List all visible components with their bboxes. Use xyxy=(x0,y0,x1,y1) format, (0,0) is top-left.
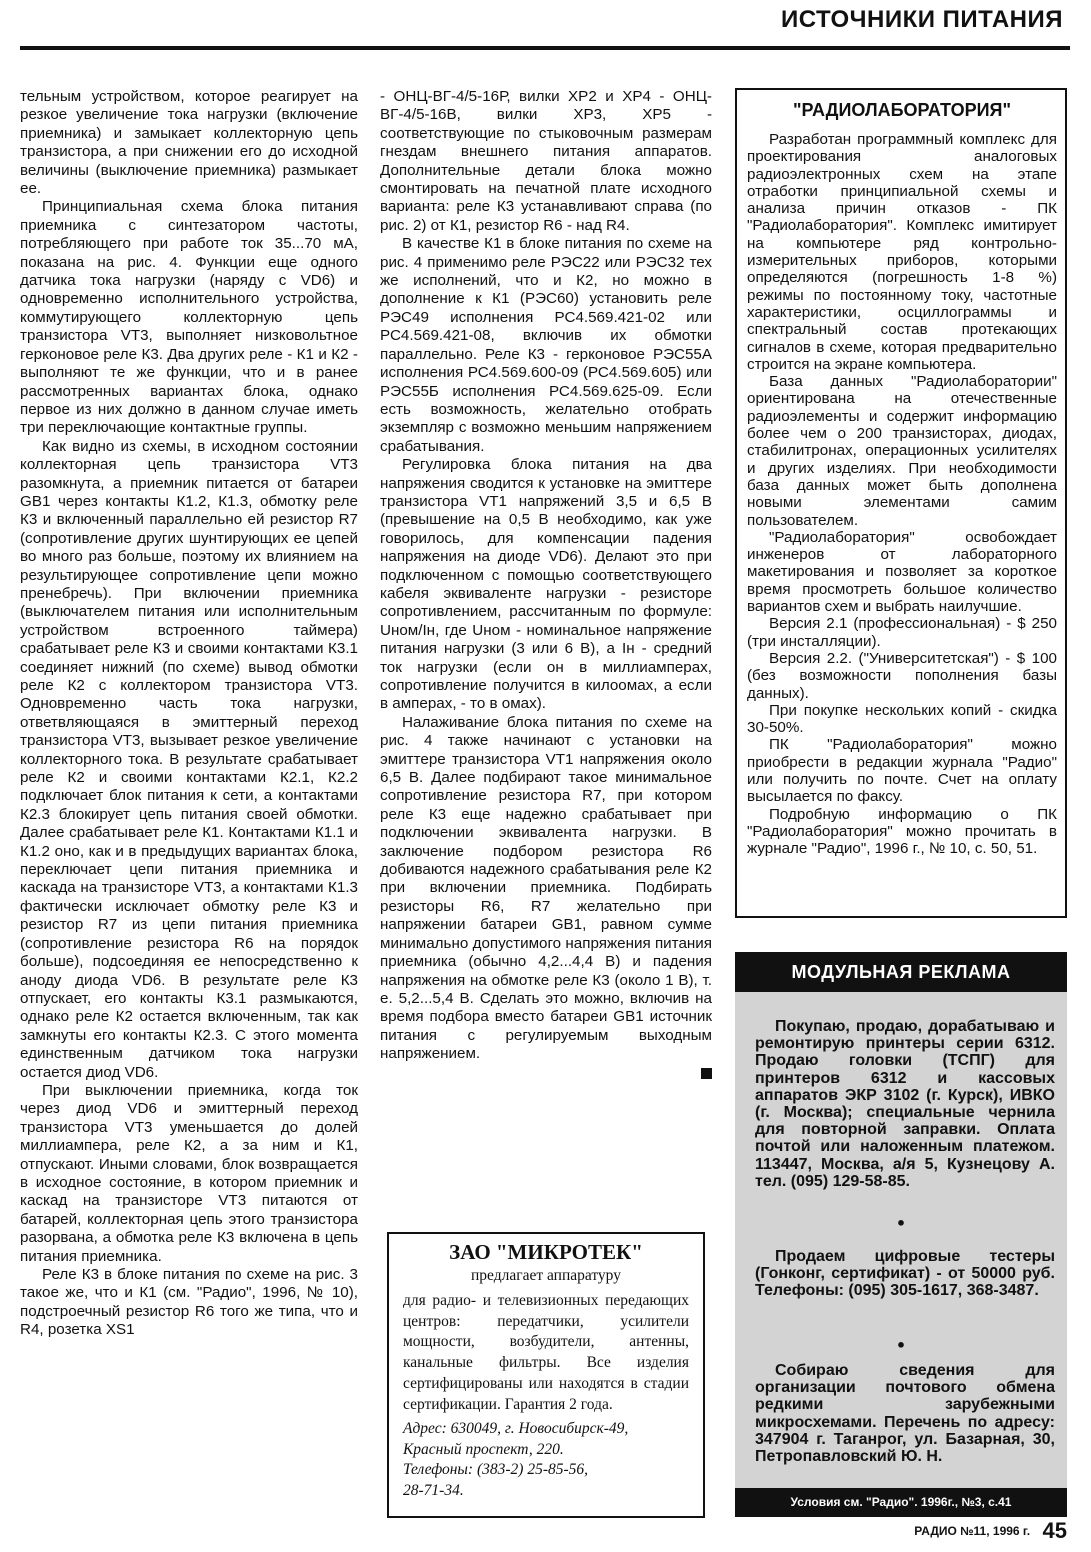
radiolab-title: "РАДИОЛАБОРАТОРИЯ" xyxy=(793,100,1011,120)
end-of-article-mark xyxy=(701,1068,712,1079)
paragraph: тельным устройством, которое реагирует на резкое увеличение тока нагрузки (включение приемника) и замыкает коллекторную цепь транзистора, а при снижении его до исходной величины (выключение приемника) размыкает ее. xyxy=(20,88,358,198)
page-footer xyxy=(807,1518,1067,1544)
mikrotek-body: для радио- и телевизионных передающих центров: передатчики, усилители мощности, возбудители, антенны, канальные фильтры. Все изделия сертифицированы или находятся в стадии сертификации. Гарантия 2 года. xyxy=(403,1292,689,1413)
paragraph: Регулировка блока питания на два напряжения сводится к установке на эмиттере транзистора VT1 напряжений 3,5 и 6,5 В (превышение на 0,5 В необходимо, как уже говорилось, для компенсации падения напряжения на диоде VD6). Делают это при подключенном с помощью соответствующего кабеля эквиваленте нагрузки - резисторе сопротивлением, рассчитанным по формуле: Uном/Iн, где Uном - номинальное напряжение питания нагрузки (3 или 6 В), а Iн - средний ток нагрузки (если он в миллиамперах, сопротивление получится в килоомах, а если в амперах, - то в омах). xyxy=(380,456,712,713)
paragraph: "Радиолаборатория" освобождает инженеров от лабораторного макетирования и позволяет за короткое время просмотреть большое количество вариантов схем и выбрать наилучшие. xyxy=(747,528,1057,616)
separator-bullet: • xyxy=(895,1336,907,1355)
paragraph: Налаживание блока питания по схеме на рис. 4 также начинают с установки на эмиттере транзистора VT1 напряжения около 6,5 В. Далее подбирают такое минимальное сопротивление резистора R7, при котором реле К3 еще надежно срабатывает при подключении эквивалента нагрузки. В заключение подбором резистора R6 добиваются надежного срабатывания реле К2 при включении приемника. Подбирать резисторы R6, R7 желательно при напряжении батареи GB1, равном сумме минимально допустимого напряжения питания приемника (обычно 4,2...4,4 В) и падения напряжения на обмотке реле К3 (около 1 В), т. е. 5,2...5,4 В. Сделать это можно, включив на время подбора вместо батареи GB1 источник питания с регулируемым выходным напряжением. xyxy=(380,713,712,1063)
address-line: Адрес: 630049, г. Новосибирск-49, xyxy=(403,1420,629,1438)
paragraph: База данных "Радиолаборатории" ориентирована на отечественные радиоэлементы и содержит информацию более чем о 200 транзисторах, диодах, стабилитронах, операционных усилителях и других изделиях. При необходимости база данных может быть дополнена новыми элементами самим пользователем. xyxy=(747,373,1057,529)
modular-ads-header: МОДУЛЬНАЯ РЕКЛАМА xyxy=(735,952,1067,992)
address-line: Красный проспект, 220. xyxy=(403,1440,564,1458)
radiolab-box xyxy=(735,88,1067,918)
section-title: ИСТОЧНИКИ ПИТАНИЯ xyxy=(780,6,1063,33)
article-column-1 xyxy=(20,88,358,1513)
article-column-2 xyxy=(380,88,712,1218)
paragraph: При выключении приемника, когда ток через диод VD6 и эмиттерный переход транзистора VT3 уменьшается до долей миллиампера, реле К2, а за ним и К1, отпускают. Иными словами, блок возвращается в исходное состояние, в котором приемник и каскад на транзисторе VT3 питаются от батарей, коллекторная цепь этого транзистора разорвана, а обмотка реле К3 включена в цепь питания приемника. xyxy=(20,1081,358,1265)
separator-bullet: • xyxy=(895,1214,907,1233)
mikrotek-subtitle: предлагает аппаратуру xyxy=(471,1267,621,1284)
ad-text: Собираю сведения для организации почтового обмена редкими зарубежными микросхемами. Перечень по адресу: 347904 г. Таганрог, ул. Базарная, 30, Петропавловский Ю. Н. xyxy=(755,1362,1055,1466)
mikrotek-address xyxy=(403,1419,689,1501)
mikrotek-title: ЗАО "МИКРОТЕК" xyxy=(449,1240,643,1264)
paragraph: Версия 2.1 (профессиональная) - $ 250 (три инсталляции). xyxy=(747,615,1057,650)
issue-label: РАДИО №11, 1996 г. xyxy=(914,1524,1031,1538)
page-number: 45 xyxy=(1042,1518,1067,1543)
paragraph: Принципиальная схема блока питания приемника с синтезатором частоты, потребляющего при работе ток 35...70 мА, показана на рис. 4. Функции еще одного датчика тока нагрузки (наряду с VD6) и одновременно исполнительного устройства, коммутирующего коллекторную цепь транзистора VT3, выполняет низковольтное герконовое реле К3. Два других реле - К1 и К2 - выполняют те же функции, что и в ранее рассмотренных вариантах блока, однако первое из них должно в данном случае иметь три переключающие контактные группы. xyxy=(20,198,358,437)
phones-line: 28-71-34. xyxy=(403,1481,464,1499)
paragraph: При покупке нескольких копий - скидка 30-50%. xyxy=(747,701,1057,737)
paragraph: Разработан программный комплекс для проектирования аналоговых радиоэлектронных схем на этапе отработки принципиальной схемы и анализа причин отказов - ПК "Радиолаборатория". Комплекс имитирует на компьютере ряд контрольно-измерительных приборов, которыми определяются (погрешность 1-8 %) режимы по постоянному току, частотные характеристики, осциллограммы и спектральный состав протекающих сигналов в схеме, которая предварительно строится на экране компьютера. xyxy=(747,131,1057,373)
paragraph: Реле К3 в блоке питания по схеме на рис. 3 такое же, что и К1 (см. "Радио", 1996, № 10), подстроечный резистор R6 того же типа, что и R4, розетка XS1 xyxy=(20,1266,358,1339)
radiolab-body xyxy=(747,131,1057,857)
paragraph: Подробную информацию о ПК "Радиолаборатория" можно прочитать в журнале "Радио", 1996 г., № 10, с. 50, 51. xyxy=(747,805,1057,858)
paragraph: ПК "Радиолаборатория" можно приобрести в редакции журнала "Радио" или получить по почте. Счет на оплату высылается по факсу. xyxy=(747,736,1057,806)
header-rule xyxy=(20,46,1070,50)
classified-ad-chips xyxy=(755,1362,1055,1465)
ads-conditions-footer: Условия см. "Радио". 1996г., №3, с.41 xyxy=(735,1488,1067,1517)
ad-text: Покупаю, продаю, дорабатываю и ремонтирую принтеры серии 6312. Продаю головки (ТСПГ) для принтеров 6312 и кассовых аппаратов ЭКР 3102 (г. Курск), ИВКО (г. Москва); специальные чернила для повторной заправки. Оплата почтой или наложенным платежом. 113447, Москва, а/я 5, Кузнецову А. тел. (095) 129-58-85. xyxy=(755,1018,1055,1190)
phones-line: Телефоны: (383-2) 25-85-56, xyxy=(403,1461,589,1479)
paragraph: В качестве К1 в блоке питания по схеме на рис. 4 применимо реле РЭС22 или РЭС32 тех же исполнений, что и К2, но можно в дополнение к К1 (РЭС60) установить реле РЭС49 исполнения РС4.569.421-02 или РС4.569.421-08, включив их обмотки параллельно. Реле К3 - герконовое РЭС55А исполнения РС4.569.600-09 (РС4.569.605) или РЭС55Б исполнения РС4.569.625-09. Если есть возможность, желательно отобрать экземпляр с возможно меньшим напряжением срабатывания. xyxy=(380,235,712,455)
mikrotek-ad-box xyxy=(387,1232,705,1518)
paragraph: Как видно из схемы, в исходном состоянии коллекторная цепь транзистора VT3 разомкнута, а приемник питается от батареи GB1 через контакты К1.2, К1.3, обмотку реле К3 и включенный параллельно ей резистор R7 (сопротивление других шунтирующих ее цепей во много раз больше, поэтому их влиянием на результирующее сопротивление цепи можно пренебречь). При включении приемника (выключателем питания или исполнительным устройством встроенного таймера) срабатывает реле К3 и своими контактами К3.1 соединяет нижний (по схеме) вывод обмотки реле К2 с коллектором транзистора VT3. Одновременно часть тока нагрузки, ответвляющаяся в эмиттерный переход транзистора VT3, вызывает резкое увеличение коллекторного тока. В результате срабатывает реле К2 и своими контактами К2.1, К2.2 подключает блок питания к сети, а контактами К2.3 блокирует цепь питания своей обмотки. Далее срабатывает реле К1. Контактами К1.1 и К1.2 оно, как и в предыдущих вариантах блока, переключает цепи питания приемника и каскада на транзисторе VT3, а контактами К1.3 фактически исключает обмотку реле К3 и резистор R7 из цепи питания приемника (сопротивление резистора R6 на порядок больше), подсоединяя ее непосредственно к аноду диода VD6. В результате реле К3 отпускает, его контакты К3.1 размыкаются, однако реле К2 остается включенным, так как замкнуты его контакты К2.3. С этого момента единственным датчиком тока нагрузки остается диод VD6. xyxy=(20,437,358,1081)
paragraph: Версия 2.2. ("Университетская") - $ 100 (без возможности пополнения базы данных). xyxy=(747,649,1057,702)
paragraph: - ОНЦ-ВГ-4/5-16Р, вилки XP2 и XP4 - ОНЦ-ВГ-4/5-16В, вилки XP3, XP5 - соответствующие по стыковочным размерам гнездам внешнего питания аппаратов. Дополнительные детали блока можно смонтировать на печатной плате исходного варианта: реле К3 устанавливают справа (по рис. 2) от К1, резистор R6 - над R4. xyxy=(380,88,712,234)
classified-ad-testers xyxy=(755,1248,1055,1300)
modular-ads-block xyxy=(735,952,1067,1517)
classified-ad-printers xyxy=(755,1018,1055,1190)
ad-text: Продаем цифровые тестеры (Гонконг, сертификат) - от 50000 руб. Телефоны: (095) 305-1617, 368-3487. xyxy=(755,1248,1055,1300)
